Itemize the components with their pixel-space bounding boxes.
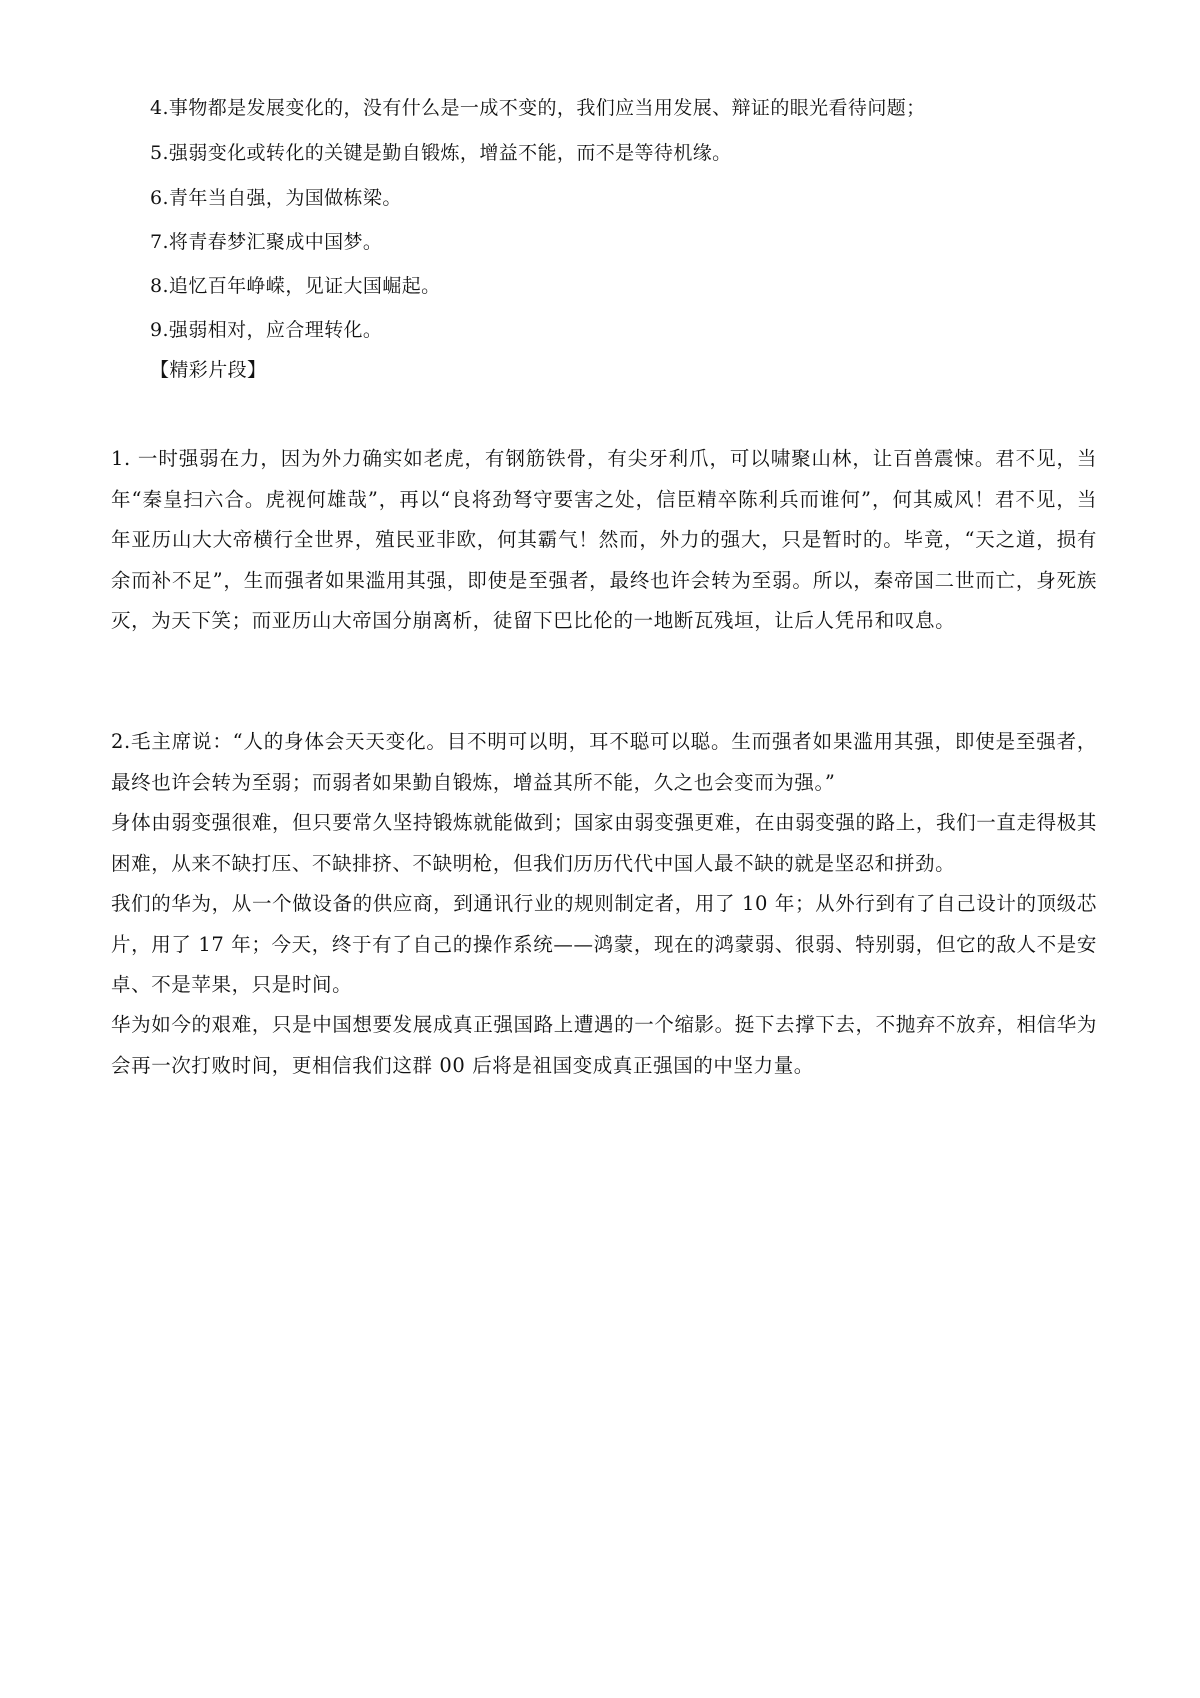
excerpt-paragraph-body: 身体由弱变强很难，但只要常久坚持锻炼就能做到；国家由弱变强更难，在由弱变强的路上，我们一直走得极其困难，从来不缺打压、不缺排挤、不缺明枪，但我们历历代代中国人最不缺的就是坚忍和拼劲。 <box>111 811 1097 875</box>
excerpt-2: 2.毛主席说：“人的身体会天天变化。目不明可以明，耳不聪可以聪。生而强者如果滥用其强，即使是至强者，最终也许会转为至弱；而弱者如果勤自锻炼，增益其所不能，久之也会变而为强。” <box>111 730 1097 794</box>
point-4: 4.事物都是发展变化的，没有什么是一成不变的，我们应当用发展、辩证的眼光看待问题； <box>150 97 926 119</box>
section-heading: 【精彩片段】 <box>150 359 267 381</box>
point-7: 7.将青春梦汇聚成中国梦。 <box>150 231 383 253</box>
point-8: 8.追忆百年峥嵘，见证大国崛起。 <box>150 275 441 297</box>
point-9: 9.强弱相对，应合理转化。 <box>150 319 383 341</box>
excerpt-paragraph-huawei: 我们的华为，从一个做设备的供应商，到通讯行业的规则制定者，用了 10 年；从外行到有了自己设计的顶级芯片，用了 17 年；今天，终于有了自己的操作系统——鸿蒙，现在的鸿蒙弱、很弱、特别弱，但它的敌人不是安卓、不是苹果，只是时间。 <box>111 892 1097 996</box>
point-5: 5.强弱变化或转化的关键是勤自锻炼，增益不能，而不是等待机缘。 <box>150 142 732 164</box>
excerpt-1: 1. 一时强弱在力，因为外力确实如老虎，有钢筋铁骨，有尖牙利爪，可以啸聚山林，让百兽震悚。君不见，当年“秦皇扫六合。虎视何雄哉”，再以“良将劲弩守要害之处，信臣精卒陈利兵而谁何”，何其威风！君不见，当年亚历山大大帝横行全世界，殖民亚非欧，何其霸气！然而，外力的强大，只是暂时的。毕竟，“天之道，损有余而补不足”，生而强者如果滥用其强，即使是至强者，最终也许会转为至弱。所以，秦帝国二世而亡，身死族灭，为天下笑；而亚历山大帝国分崩离析，徒留下巴比伦的一地断瓦残垣，让后人凭吊和叹息。 <box>111 447 1097 632</box>
excerpt-paragraph-conclusion: 华为如今的艰难，只是中国想要发展成真正强国路上遭遇的一个缩影。挺下去撑下去，不抛弃不放弃，相信华为会再一次打败时间，更相信我们这群 00 后将是祖国变成真正强国的中坚力量。 <box>111 1013 1097 1077</box>
point-6: 6.青年当自强，为国做栋梁。 <box>150 187 402 209</box>
